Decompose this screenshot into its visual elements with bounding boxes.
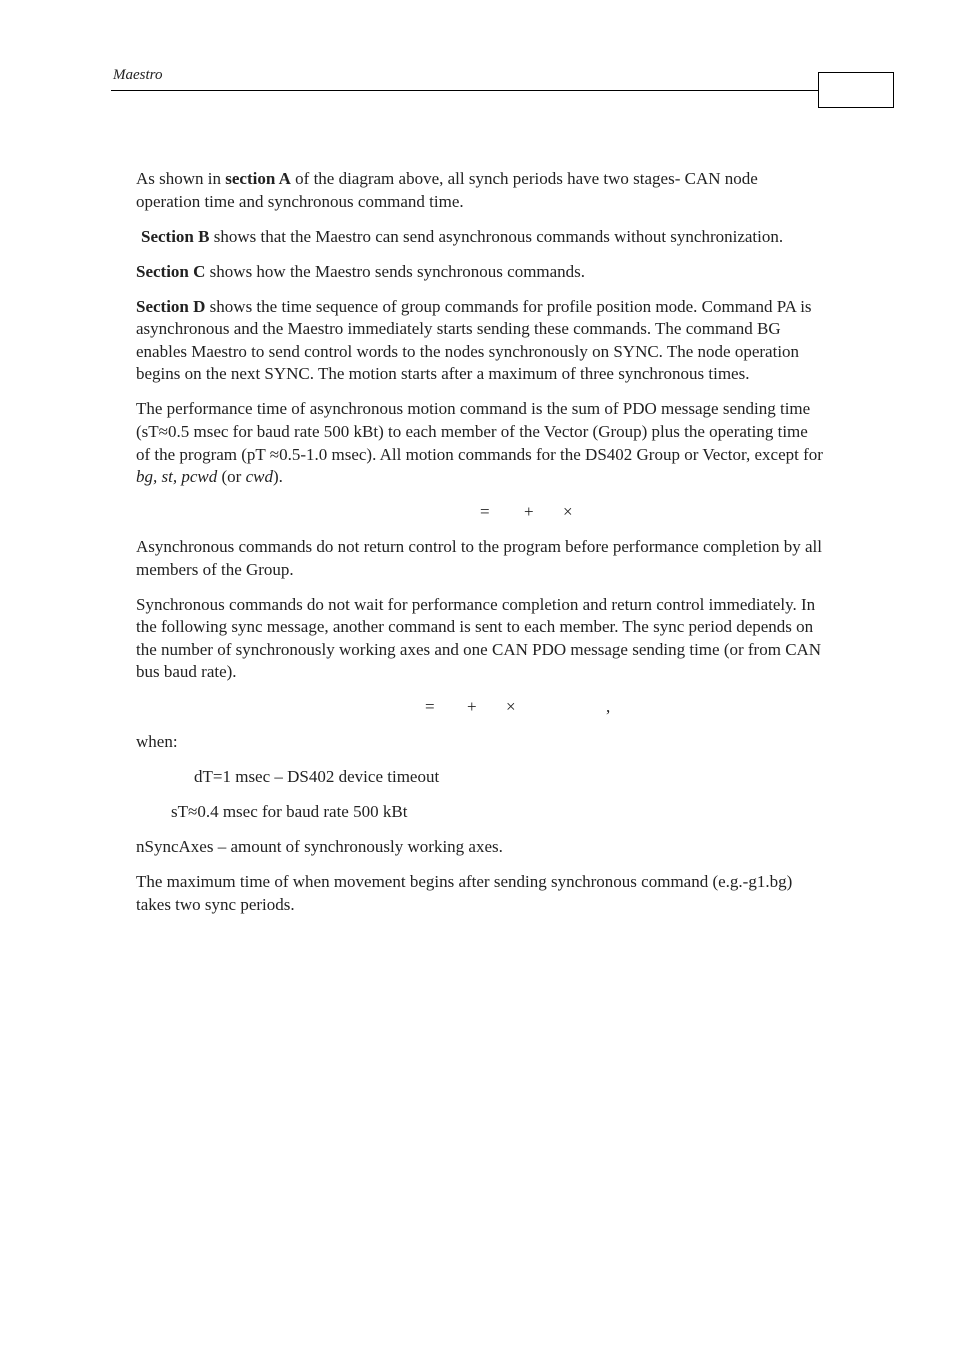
header-title: Maestro: [113, 67, 163, 83]
definition-st: sT≈0.4 msec for baud rate 500 kBt: [171, 802, 408, 822]
equation-sync: [136, 696, 826, 718]
paragraph-when: when:: [136, 732, 178, 752]
p1-bold: section A: [225, 169, 291, 188]
paragraph-sync-commands: Synchronous commands do not wait for performance completion and return control immediately. In the following sync message, another command is sent to each member. The sync period depends on the number of synchronously working axes and one CAN PDO message sending time (or from CAN bus baud rate).: [136, 594, 822, 682]
p4-bold: Section D: [136, 296, 206, 316]
p3-post: shows how the Maestro sends synchronous commands.: [205, 261, 586, 281]
p4-post: shows the time sequence of group commands for profile position mode. Command PA is asynchronous and the Maestro immediately starts sending these commands. The command BG enables Maestro to send control words to the nodes synchronously on SYNC. The node operation begins on the next SYNC. The motion starts after a maximum of three synchronous times.: [136, 296, 812, 384]
page-number-box: [818, 72, 894, 108]
eq2-comma: ,: [606, 697, 611, 717]
eq1-times: ×: [563, 502, 573, 522]
eq2-times: ×: [506, 697, 516, 717]
p2-bold: Section B: [141, 226, 210, 246]
document-body: [136, 168, 826, 929]
paragraph-section-b: [136, 226, 826, 249]
p5-italic2: cwd: [245, 467, 273, 487]
paragraph-section-a: [136, 168, 826, 213]
eq2-equals: =: [425, 697, 435, 717]
paragraph-section-d: [136, 296, 826, 386]
paragraph-async-commands: Asynchronous commands do not return control to the program before performance completion by all members of the Group.: [136, 537, 822, 579]
definition-nsyncaxes: nSyncAxes – amount of synchronously working axes.: [136, 837, 503, 857]
p5-text: The performance time of asynchronous motion command is the sum of PDO message sending time (sT≈0.5 msec for baud rate 500 kBt) to each member of the Vector (Group) plus the operating time of the program (pT ≈0.5-1.0 msec). All motion commands for the DS402 Group or Vector, except for: [136, 399, 823, 464]
header-rule: [111, 90, 819, 91]
p5-end: ).: [272, 467, 283, 487]
eq1-plus: +: [524, 502, 534, 522]
paragraph-section-c: [136, 261, 826, 284]
paragraph-max-time: The maximum time of when movement begins after sending synchronous command (e.g.-g1.bg) takes two sync periods.: [136, 872, 793, 914]
paragraph-performance-time: [136, 398, 826, 488]
definition-dt: dT=1 msec – DS402 device timeout: [194, 767, 440, 787]
p3-bold: Section C: [136, 261, 206, 281]
eq1-equals: =: [480, 502, 490, 522]
p5-italic1: bg, st, pcwd: [136, 467, 218, 487]
p5-mid: (or: [217, 467, 246, 487]
p1-post: of the diagram above, all synch periods have two stages- CAN node operation time and synchronous command time.: [136, 169, 758, 211]
p1-pre: As shown in: [136, 169, 226, 188]
p2-post: shows that the Maestro can send asynchronous commands without synchronization.: [209, 226, 784, 246]
eq2-plus: +: [467, 697, 477, 717]
equation-async: [136, 501, 826, 523]
